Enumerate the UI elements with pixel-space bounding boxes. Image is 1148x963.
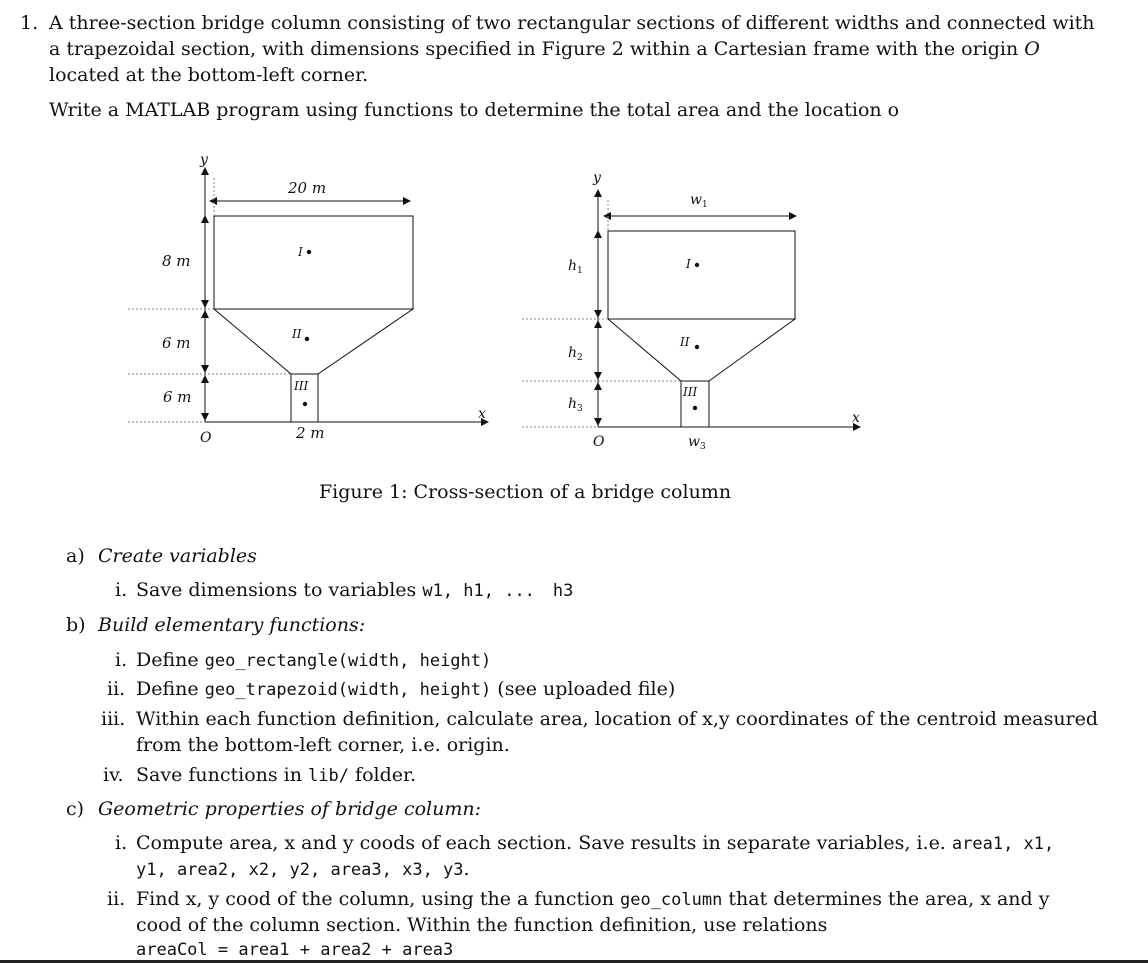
left-label-II: II [292,327,302,341]
part-a-i-code1: w1, h1, ... [422,581,535,601]
origin-symbol: O [1024,38,1040,60]
part-b-iv-num: iv. [103,764,124,786]
left-label-I: I [298,245,303,259]
right-h3-sub: 3 [577,404,583,414]
task-line: Write a MATLAB program using functions to determine the total area and the location o [49,99,900,121]
part-b-ii-code: geo_trapezoid(width, height) [204,680,492,700]
part-b-i-num: i. [115,649,128,671]
left-centroid-III [303,402,307,406]
part-b-iv-suffix: folder. [349,764,417,786]
left-bottom-width: 2 m [296,424,325,442]
part-b-iii-line2: from the bottom-left corner, i.e. origin. [136,734,510,756]
part-c-ii-formula: areaCol = area1 + area2 + area3 [136,940,454,960]
right-w1-base: w [690,192,702,208]
part-c-i-code1: area1, x1, [951,834,1055,854]
right-label-I: I [686,257,691,271]
part-a-i-text: Save dimensions to variables [136,579,423,601]
part-c-ii-text-b: that determines the area, x and y [722,888,1050,910]
right-h2-base: h [568,345,578,361]
part-c-ii-text-a: Find x, y cood of the column, using the a function [136,888,620,910]
part-b-i [136,647,491,674]
part-c-i-num: i. [115,832,128,854]
part-b-iii-num: iii. [101,708,126,730]
part-a-i [136,577,573,604]
part-c-i-text: Compute area, x and y coods of each section. Save results in separate variables, i.e. [136,832,952,854]
part-b-iii-line1: Within each function definition, calculate area, location of x,y coordinates of the centroid measured [136,708,1099,730]
right-centroid-I [695,263,699,267]
left-x-label: x [478,406,486,422]
right-centroid-II [695,345,699,349]
right-h1-sub: 1 [577,266,583,276]
right-centroid-III [693,406,697,410]
part-a-marker: a) [66,545,85,567]
part-a-i-code2: h3 [552,581,574,601]
right-h3-label [568,396,583,414]
left-origin-label: O [200,430,212,446]
part-b-ii-num: ii. [107,678,126,700]
part-b-i-code: geo_rectangle(width, height) [204,651,492,671]
part-b-iv-text: Save functions in [136,764,309,786]
part-c-ii-line2: cood of the column section. Within the function definition, use relations [136,914,828,936]
figure-caption: Figure 1: Cross-section of a bridge column [319,481,732,503]
right-w3-base: w [688,434,700,450]
part-c-marker: c) [66,798,85,820]
left-top-width: 20 m [288,179,327,197]
part-c-i-line1 [136,830,1054,857]
left-y-label: y [200,152,208,168]
part-a-i-num: i. [115,579,128,601]
part-b-iv-code: lib/ [308,766,349,786]
part-b-ii-suffix: (see uploaded file) [491,678,676,700]
right-x-label: x [852,410,860,426]
part-c-title: Geometric properties of bridge column: [98,798,482,820]
right-h3-base: h [568,396,578,412]
intro-line-2-text: a trapezoidal section, with dimensions specified in Figure 2 within a Cartesian frame with the origin [49,38,1025,60]
intro-line-3: located at the bottom-left corner. [49,64,369,86]
right-w3-label [688,434,706,452]
right-h2-sub: 2 [577,353,583,363]
part-b-title: Build elementary functions: [98,614,366,636]
part-a-title: Create variables [98,545,257,567]
right-h2-label [568,345,583,363]
right-h1-label [568,258,583,276]
left-section-II [214,309,413,374]
part-c-ii-code: geo_column [619,890,723,910]
part-b-ii [136,676,675,703]
part-c-i-end: . [463,858,470,880]
left-centroid-I [307,250,311,254]
right-section-II [608,319,795,381]
problem-number: 1. [20,12,39,34]
right-origin-label: O [593,434,605,450]
right-label-II: II [680,335,690,349]
right-y-label: y [593,170,601,186]
part-c-ii-line1 [136,886,1049,913]
right-w1-label [690,192,708,210]
left-h2-label: 6 m [162,334,191,352]
part-b-i-text: Define [136,649,205,671]
part-c-i-code2: y1, area2, x2, y2, area3, x3, y3 [136,860,464,880]
part-b-iv [136,762,416,789]
right-label-III: III [683,385,698,399]
part-b-marker: b) [66,614,86,636]
right-h1-base: h [568,258,578,274]
left-centroid-II [305,337,309,341]
right-section-I [608,231,795,319]
left-section-I [214,216,413,309]
intro-line-1: A three-section bridge column consisting of two rectangular sections of different widths and connected with [49,12,1095,34]
part-b-ii-text: Define [136,678,205,700]
right-w1-sub: 1 [701,200,708,210]
left-h1-label: 8 m [162,252,191,270]
left-label-III: III [294,379,309,393]
right-w3-sub: 3 [699,442,706,452]
part-c-i-line2 [136,856,470,883]
part-c-ii-num: ii. [107,888,126,910]
left-h3-label: 6 m [163,388,192,406]
